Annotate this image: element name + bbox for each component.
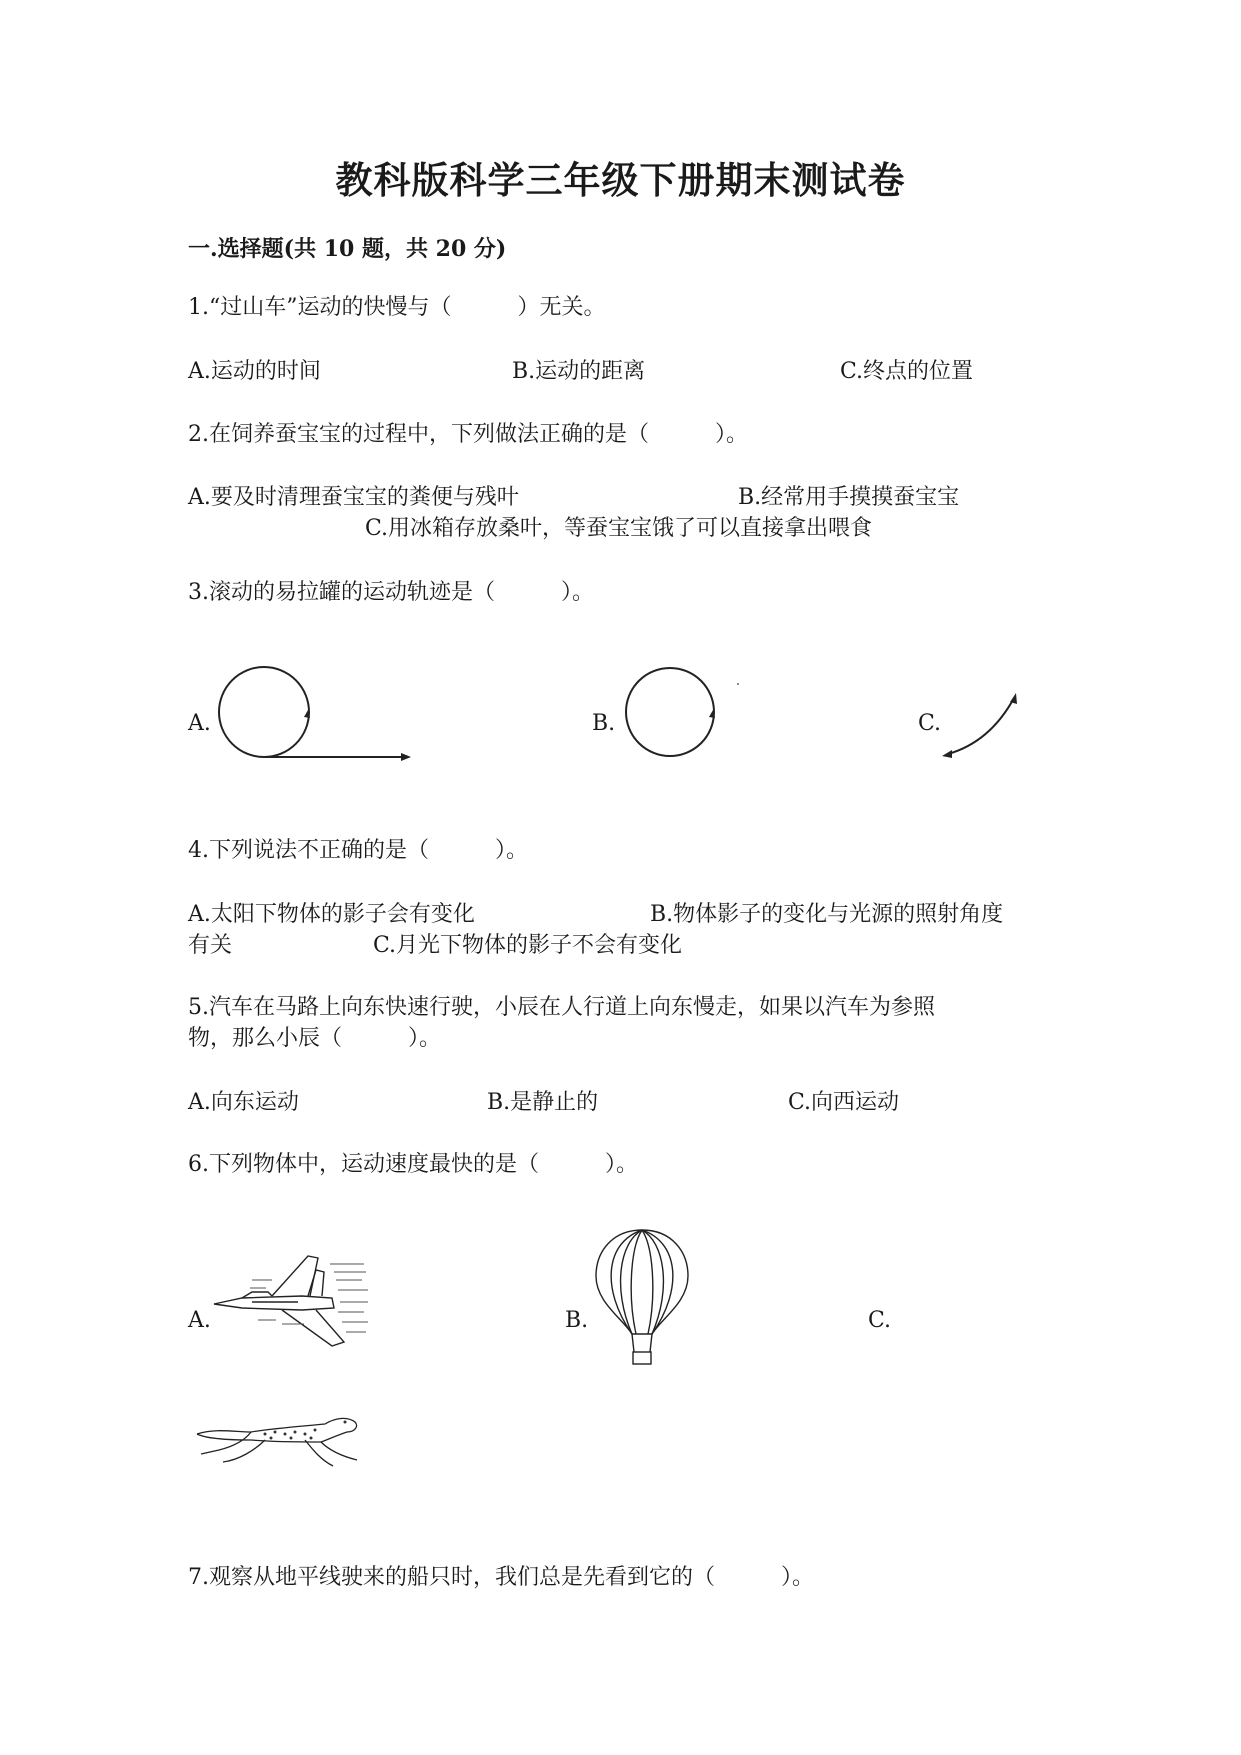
- q1-option-c[interactable]: C.终点的位置: [840, 359, 974, 384]
- q6-option-b[interactable]: B.: [565, 1308, 589, 1333]
- q3-option-b[interactable]: B.: [592, 711, 616, 736]
- q5-option-a[interactable]: A.向东运动: [188, 1090, 299, 1115]
- q4-option-b[interactable]: B.物体影子的变化与光源的照射角度: [650, 902, 1004, 927]
- page-title: 教科版科学三年级下册期末测试卷: [335, 158, 906, 202]
- jet-plane-icon: [212, 1250, 372, 1350]
- q5-option-b[interactable]: B.是静止的: [487, 1090, 599, 1115]
- circle-path-icon: [620, 664, 740, 764]
- q4-option-a[interactable]: A.太阳下物体的影子会有变化: [188, 902, 475, 927]
- q6-option-c[interactable]: C.: [868, 1308, 892, 1333]
- question-6: 6.下列物体中，运动速度最快的是（ ）。: [188, 1152, 638, 1177]
- section-heading: 一.选择题(共 10 题，共 20 分): [188, 236, 507, 262]
- question-1: 1.“过山车”运动的快慢与（ ）无关。: [188, 295, 606, 320]
- circle-path-with-line-icon: [215, 664, 415, 764]
- q2-option-b[interactable]: B.经常用手摸摸蚕宝宝: [738, 485, 960, 510]
- q4-option-c[interactable]: C.月光下物体的影子不会有变化: [373, 933, 683, 958]
- question-5-line-1: 5.汽车在马路上向东快速行驶，小辰在人行道上向东慢走，如果以汽车为参照: [188, 995, 935, 1020]
- question-3: 3.滚动的易拉罐的运动轨迹是（ ）。: [188, 580, 594, 605]
- q6-option-a[interactable]: A.: [188, 1308, 211, 1333]
- q2-option-a[interactable]: A.要及时清理蚕宝宝的粪便与残叶: [188, 485, 519, 510]
- question-5-line-2: 物，那么小辰（ ）。: [188, 1026, 442, 1051]
- q4-option-b-continued: 有关: [188, 933, 233, 958]
- q5-option-c[interactable]: C.向西运动: [788, 1090, 900, 1115]
- arc-arrow-icon: [940, 690, 1020, 760]
- question-2: 2.在饲养蚕宝宝的过程中，下列做法正确的是（ ）。: [188, 422, 748, 447]
- q3-option-a[interactable]: A.: [188, 711, 211, 736]
- q2-option-c[interactable]: C.用冰箱存放桑叶，等蚕宝宝饿了可以直接拿出喂食: [365, 516, 873, 541]
- q1-option-a[interactable]: A.运动的时间: [188, 359, 321, 384]
- question-4: 4.下列说法不正确的是（ ）。: [188, 838, 528, 863]
- hot-air-balloon-icon: [592, 1228, 692, 1368]
- q3-option-c[interactable]: C.: [918, 711, 942, 736]
- question-7: 7.观察从地平线驶来的船只时，我们总是先看到它的（ ）。: [188, 1565, 814, 1590]
- q1-option-b[interactable]: B.运动的距离: [512, 359, 646, 384]
- cheetah-icon: [195, 1410, 365, 1470]
